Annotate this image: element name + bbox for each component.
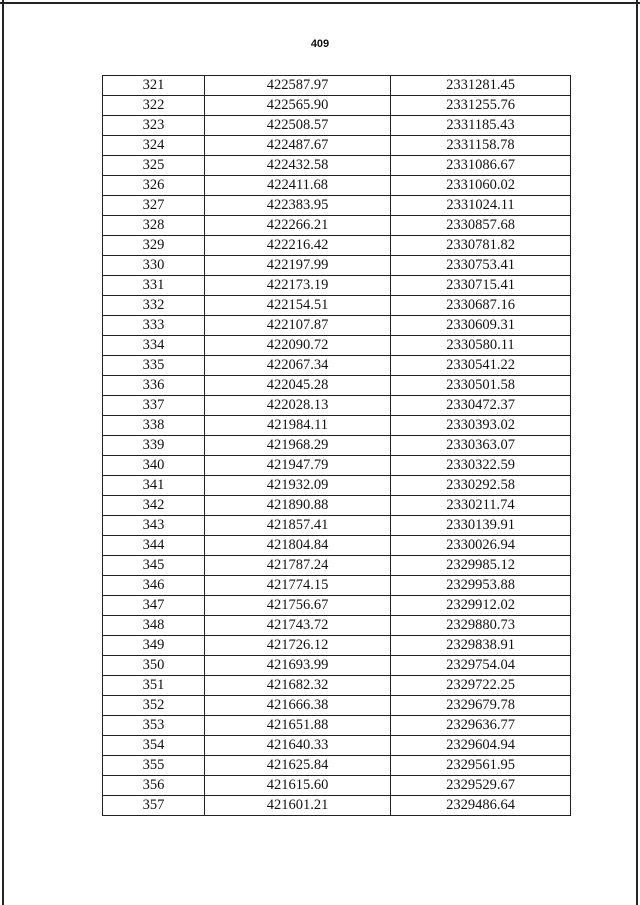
x-coordinate-cell: 421857.41 [205,516,391,536]
y-coordinate-cell: 2330292.58 [391,476,571,496]
table-row [103,456,571,476]
y-coordinate-cell: 2331255.76 [391,96,571,116]
table-row [103,656,571,676]
point-number-cell: 334 [103,336,205,356]
x-coordinate-cell: 421984.11 [205,416,391,436]
point-number-cell: 352 [103,696,205,716]
point-number-cell: 343 [103,516,205,536]
table-row [103,176,571,196]
y-coordinate-cell: 2330026.94 [391,536,571,556]
y-coordinate-cell: 2330580.11 [391,336,571,356]
table-row [103,536,571,556]
x-coordinate-cell: 421625.84 [205,756,391,776]
x-coordinate-cell: 422587.97 [205,76,391,96]
point-number-cell: 349 [103,636,205,656]
page-left-border [2,0,4,905]
x-coordinate-cell: 421651.88 [205,716,391,736]
y-coordinate-cell: 2330609.31 [391,316,571,336]
x-coordinate-cell: 422107.87 [205,316,391,336]
point-number-cell: 336 [103,376,205,396]
x-coordinate-cell: 421756.67 [205,596,391,616]
x-coordinate-cell: 422045.28 [205,376,391,396]
y-coordinate-cell: 2329953.88 [391,576,571,596]
point-number-cell: 332 [103,296,205,316]
table-row [103,96,571,116]
x-coordinate-cell: 422266.21 [205,216,391,236]
x-coordinate-cell: 421787.24 [205,556,391,576]
point-number-cell: 335 [103,356,205,376]
point-number-cell: 323 [103,116,205,136]
page-right-border [636,0,638,905]
table-row [103,256,571,276]
table-row [103,776,571,796]
y-coordinate-cell: 2330393.02 [391,416,571,436]
x-coordinate-cell: 422487.67 [205,136,391,156]
table-row [103,796,571,816]
point-number-cell: 330 [103,256,205,276]
x-coordinate-cell: 421968.29 [205,436,391,456]
point-number-cell: 355 [103,756,205,776]
point-number-cell: 356 [103,776,205,796]
x-coordinate-cell: 422432.58 [205,156,391,176]
y-coordinate-cell: 2330857.68 [391,216,571,236]
y-coordinate-cell: 2330211.74 [391,496,571,516]
table-row [103,236,571,256]
x-coordinate-cell: 422197.99 [205,256,391,276]
page-top-border [0,2,640,4]
point-number-cell: 324 [103,136,205,156]
table-row [103,396,571,416]
table-row [103,516,571,536]
x-coordinate-cell: 422028.13 [205,396,391,416]
point-number-cell: 339 [103,436,205,456]
y-coordinate-cell: 2329880.73 [391,616,571,636]
point-number-cell: 350 [103,656,205,676]
y-coordinate-cell: 2329985.12 [391,556,571,576]
point-number-cell: 329 [103,236,205,256]
y-coordinate-cell: 2331281.45 [391,76,571,96]
table-row [103,636,571,656]
point-number-cell: 326 [103,176,205,196]
x-coordinate-cell: 422411.68 [205,176,391,196]
y-coordinate-cell: 2330781.82 [391,236,571,256]
x-coordinate-cell: 421804.84 [205,536,391,556]
point-number-cell: 327 [103,196,205,216]
point-number-cell: 337 [103,396,205,416]
x-coordinate-cell: 422067.34 [205,356,391,376]
y-coordinate-cell: 2329754.04 [391,656,571,676]
table-row [103,756,571,776]
point-number-cell: 357 [103,796,205,816]
table-row [103,316,571,336]
x-coordinate-cell: 421774.15 [205,576,391,596]
table-row [103,596,571,616]
table-row [103,136,571,156]
table-row [103,216,571,236]
y-coordinate-cell: 2330753.41 [391,256,571,276]
point-number-cell: 333 [103,316,205,336]
x-coordinate-cell: 421615.60 [205,776,391,796]
table-row [103,576,571,596]
x-coordinate-cell: 421601.21 [205,796,391,816]
table-row [103,716,571,736]
y-coordinate-cell: 2329636.77 [391,716,571,736]
y-coordinate-cell: 2329722.25 [391,676,571,696]
point-number-cell: 321 [103,76,205,96]
x-coordinate-cell: 421640.33 [205,736,391,756]
point-number-cell: 347 [103,596,205,616]
y-coordinate-cell: 2330501.58 [391,376,571,396]
x-coordinate-cell: 422565.90 [205,96,391,116]
table-row [103,736,571,756]
point-number-cell: 340 [103,456,205,476]
y-coordinate-cell: 2329561.95 [391,756,571,776]
point-number-cell: 354 [103,736,205,756]
point-number-cell: 325 [103,156,205,176]
point-number-cell: 344 [103,536,205,556]
y-coordinate-cell: 2330472.37 [391,396,571,416]
x-coordinate-cell: 421743.72 [205,616,391,636]
point-number-cell: 342 [103,496,205,516]
coordinates-table [102,75,571,816]
y-coordinate-cell: 2330687.16 [391,296,571,316]
point-number-cell: 338 [103,416,205,436]
x-coordinate-cell: 422383.95 [205,196,391,216]
table-row [103,156,571,176]
y-coordinate-cell: 2329912.02 [391,596,571,616]
table-row [103,376,571,396]
x-coordinate-cell: 422508.57 [205,116,391,136]
y-coordinate-cell: 2331024.11 [391,196,571,216]
y-coordinate-cell: 2331158.78 [391,136,571,156]
point-number-cell: 351 [103,676,205,696]
x-coordinate-cell: 422154.51 [205,296,391,316]
table-row [103,276,571,296]
y-coordinate-cell: 2329679.78 [391,696,571,716]
table-row [103,196,571,216]
y-coordinate-cell: 2330322.59 [391,456,571,476]
y-coordinate-cell: 2331185.43 [391,116,571,136]
table-row [103,676,571,696]
page-number: 409 [310,38,330,50]
y-coordinate-cell: 2329486.64 [391,796,571,816]
table-row [103,336,571,356]
y-coordinate-cell: 2331060.02 [391,176,571,196]
table-row [103,616,571,636]
x-coordinate-cell: 422173.19 [205,276,391,296]
y-coordinate-cell: 2330363.07 [391,436,571,456]
table-row [103,296,571,316]
point-number-cell: 345 [103,556,205,576]
table-row [103,496,571,516]
point-number-cell: 348 [103,616,205,636]
x-coordinate-cell: 421947.79 [205,456,391,476]
table-row [103,556,571,576]
x-coordinate-cell: 421666.38 [205,696,391,716]
y-coordinate-cell: 2329604.94 [391,736,571,756]
x-coordinate-cell: 421726.12 [205,636,391,656]
table-row [103,696,571,716]
coordinates-table-body [103,76,571,816]
y-coordinate-cell: 2331086.67 [391,156,571,176]
x-coordinate-cell: 421693.99 [205,656,391,676]
x-coordinate-cell: 421890.88 [205,496,391,516]
y-coordinate-cell: 2330715.41 [391,276,571,296]
table-row [103,416,571,436]
x-coordinate-cell: 421932.09 [205,476,391,496]
x-coordinate-cell: 422216.42 [205,236,391,256]
point-number-cell: 341 [103,476,205,496]
table-row [103,356,571,376]
point-number-cell: 353 [103,716,205,736]
table-row [103,436,571,456]
point-number-cell: 331 [103,276,205,296]
x-coordinate-cell: 421682.32 [205,676,391,696]
x-coordinate-cell: 422090.72 [205,336,391,356]
point-number-cell: 328 [103,216,205,236]
y-coordinate-cell: 2330139.91 [391,516,571,536]
y-coordinate-cell: 2330541.22 [391,356,571,376]
y-coordinate-cell: 2329838.91 [391,636,571,656]
table-row [103,476,571,496]
y-coordinate-cell: 2329529.67 [391,776,571,796]
table-row [103,116,571,136]
table-row [103,76,571,96]
point-number-cell: 322 [103,96,205,116]
point-number-cell: 346 [103,576,205,596]
